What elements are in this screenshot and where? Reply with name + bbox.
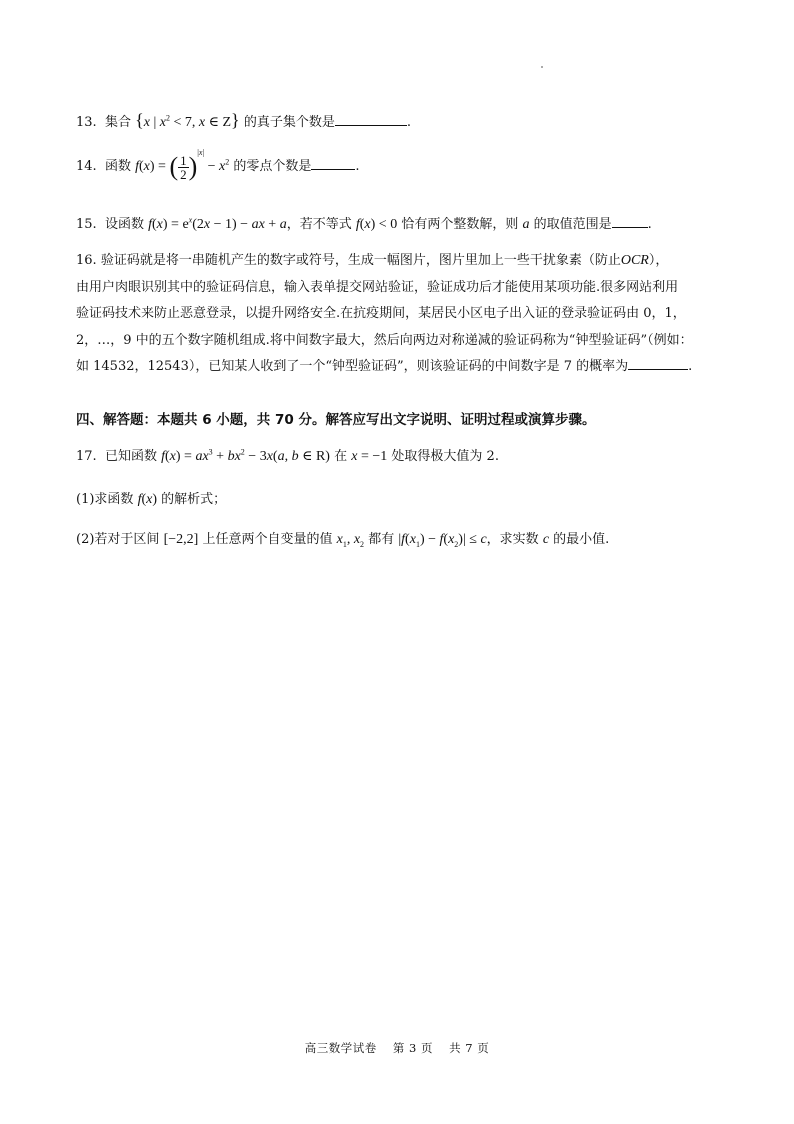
point-expression: x = −1 <box>351 449 388 464</box>
inequality-expression: $|f(x_1) - f(x_2)| \le c$ <box>398 532 487 549</box>
function-symbol: f(x) <box>137 492 158 507</box>
question-17: 17. 已知函数 $f(x) = ax^3 + bx^2 - 3x(a$, b ∈ R) 在 x = −1 处取得极大值为 2. <box>76 447 499 464</box>
inequality-expression: f(x) < 0 <box>355 217 398 232</box>
q16-line-4: 2，…，9 中的五个数字随机组成.将中间数字最大，然后向两边对称递减的验证码称为“钟型验证码”（例如： <box>76 332 693 348</box>
answer-blank[interactable] <box>612 215 648 228</box>
variable-a: a <box>522 217 530 232</box>
function-expression: f(x) = ( $\frac{1}{2}$ )$^{|x|} - x^2$ <box>135 147 230 182</box>
q16-line-2: 由用户肉眼识别其中的验证码信息，输入表单提交网站验证，验证成功后才能使用某项功能.很多网站利用 <box>76 279 679 295</box>
set-expression: {x | $x^2 < 7$, x ∈ Z} <box>135 110 240 130</box>
answer-blank[interactable] <box>335 113 407 126</box>
function-expression: $f(x) = ax^3 + bx^2 - 3x(a$, b ∈ R) <box>161 447 330 464</box>
question-16 <box>76 248 726 381</box>
interval-expression: [−2,2] <box>163 532 199 547</box>
question-15: 15. 设函数 $f(x) = e^x(2x - 1)$ − ax + a，若不等式 f(x) < 0 恰有两个整数解，则 a 的取值范围是 . <box>76 215 652 232</box>
question-17-part-1: (1)求函数 f(x) 的解析式； <box>76 492 227 507</box>
question-17-part-2: (2)若对于区间 [−2,2] 上任意两个自变量的值 $x_1$, $x_2$ 都有 $|f(x_1) - f(x_2)| \le c$，求实数 c 的最小值. <box>76 532 610 549</box>
question-13: 13. 集合 {x | $x^2 < 7$, x ∈ Z} 的真子集个数是 . <box>76 110 411 130</box>
function-expression: $f(x) = e^x(2x - 1)$ − ax + a <box>148 215 287 232</box>
q16-line-5: 如 14532，12543），已知某人收到了一个“钟型验证码”，则该验证码的中间数字是 7 的概率为 . <box>76 359 693 374</box>
scan-speck <box>541 66 543 68</box>
q16-line-3: 验证码技术来防止恶意登录，以提升网络安全.在抗疫期间，某居民小区电子出入证的登录验证码由 0，1， <box>76 306 686 321</box>
answer-blank[interactable] <box>628 357 688 370</box>
answer-blank[interactable] <box>311 157 355 170</box>
question-14: 14. 函数 f(x) = ( $\frac{1}{2}$ )$^{|x|} - x^2$ 的零点个数是 . <box>76 147 360 182</box>
variable-c: c <box>542 532 550 547</box>
q16-line-1: 16. 验证码就是将一串随机产生的数字或符号，生成一幅图片，图片里加上一些干扰象素（防止OCR）， <box>76 253 669 268</box>
variables-expression: $x_1$, $x_2$ <box>336 532 365 549</box>
page-footer: 高三数学试卷 第 3 页 共 7 页 <box>304 1041 490 1055</box>
section-heading: 四、解答题：本题共 6 小题，共 70 分。解答应写出文字说明、证明过程或演算步骤。 <box>76 412 596 428</box>
